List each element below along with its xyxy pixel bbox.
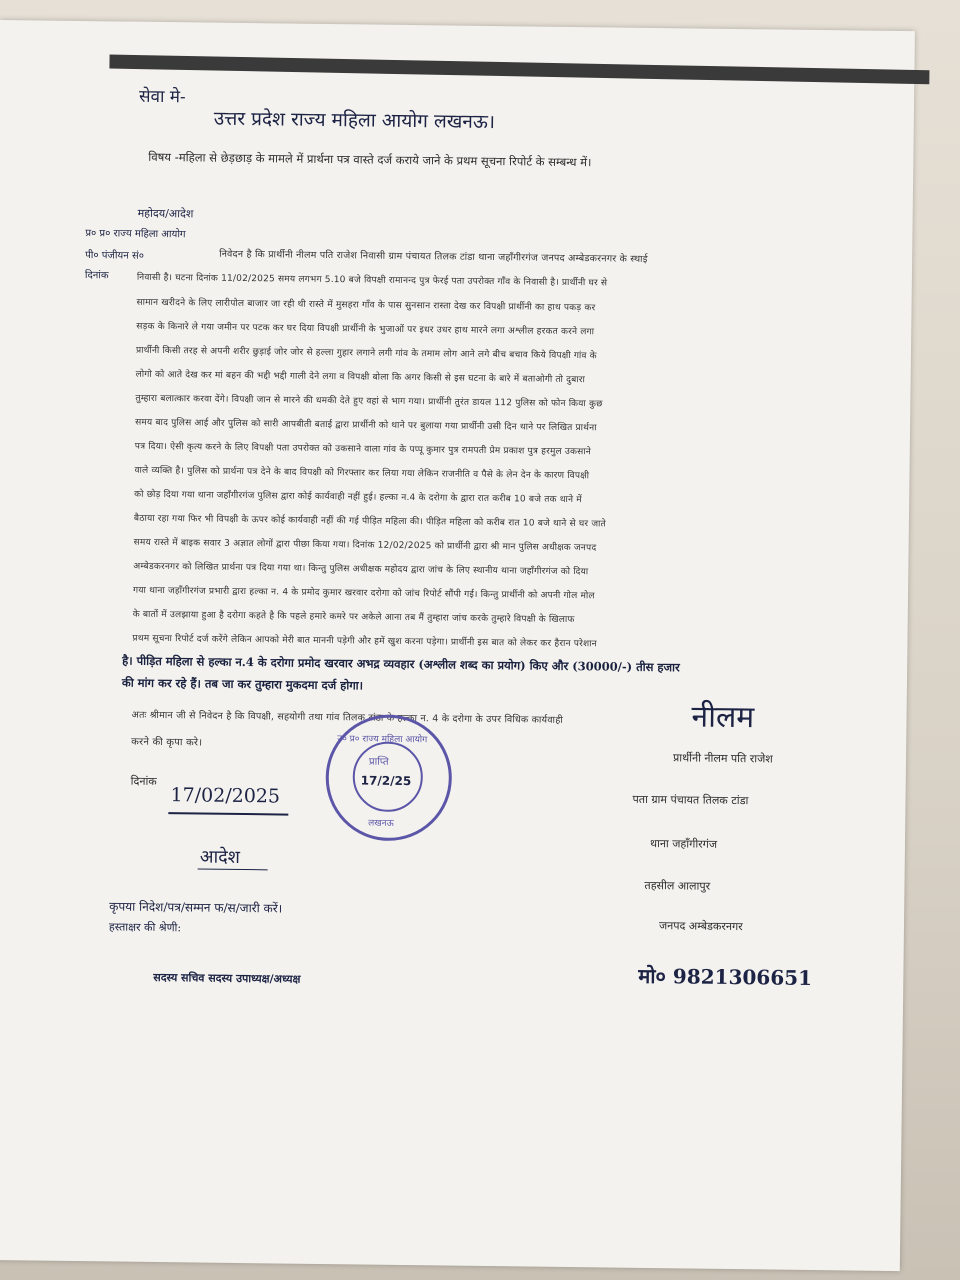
addressee: उत्तर प्रदेश राज्य महिला आयोग लखनऊ। <box>213 107 496 134</box>
subject-line: विषय -महिला से छेड़छाड़ के मामले में प्रार्थना पत्र वास्ते दर्ज कराये जाने के प्रथम सूचना रिपोर्ट के सम्बन्ध में। <box>148 149 592 170</box>
body-line: के बातों में उलझाया हुआ है दरोगा कहते है कि पहले हमारे कमरे पर अकेले आना तब मैं तुम्हारा जांच करके तुम्हारे विपक्षी के खिलाफ <box>132 609 575 626</box>
applicant-tehsil: तहसील आलापुर <box>644 878 711 893</box>
stamp-center-text: प्राप्ति <box>368 756 389 768</box>
body-line: समय बाद पुलिस आई और पुलिस को सारी आपबीती बताई द्वारा प्रार्थीनी को थाने पर बुलाया गया प्रार्थीनी उसी दिन थाने पर लिखित प्रार्थना <box>135 417 597 434</box>
body-line: समय रास्ते में बाइक सवार 3 अज्ञात लोगों द्वारा पीछा किया गया। दिनांक 12/02/2025 को प्रार्थीनी द्वारा श्री मान पुलिस अधीक्षक जनपद <box>133 537 597 554</box>
margin-note-3: पी० पंजीयन सं० <box>85 250 145 262</box>
body-line: अम्बेडकरनगर को लिखित प्रार्थना पत्र दिया गया था। किन्तु पुलिस अधीक्षक महोदय द्वारा जांच के लिए स्थानीय थाना जहाँगीरगंज को दिया <box>133 561 589 578</box>
applicant-address: पता ग्राम पंचायत तिलक टांडा <box>632 792 749 808</box>
body-line: निवेदन है कि प्रार्थीनी नीलम पति राजेश निवासी ग्राम पंचायत तिलक टांडा थाना जहाँगीरगंज जनपद अम्बेडकरनगर के स्थाई <box>219 248 648 265</box>
applicant-mobile: मो० 9821306651 <box>638 963 813 990</box>
stamp-bottom-text: लखनऊ <box>368 818 394 829</box>
closing-line-2: करने की कृपा करे। <box>131 736 203 749</box>
order-line-1: कृपया निदेश/पत्र/सम्मन फ/स/जारी करें। <box>109 899 283 916</box>
applicant-district: जनपद अम्बेडकरनगर <box>658 919 743 934</box>
applicant-signature: नीलम <box>691 699 755 736</box>
applicant-name: प्रार्थीनी नीलम पति राजेश <box>672 751 773 766</box>
order-line-2: हस्ताक्षर की श्रेणी: <box>108 920 182 935</box>
body-line: प्रथम सूचना रिपोर्ट दर्ज करेंगे लेकिन आपको मेरी बात माननी पड़ेगी और हमें खुश करना पड़ेगा। प्रार्थीनी इस बात को लेकर कर हैरान परेशान <box>132 633 597 650</box>
body-line: सड़क के किनारे ले गया जमीन पर पटक कर घर दिया विपक्षी प्रार्थीनी के भुजाओं पर इधर उधर हाथ मारने लगा अश्लील हरकत करने लगा <box>136 321 595 338</box>
body-line: लोगो को आते देख कर मां बहन की भद्दी भद्दी गाली देने लगा व विपक्षी बोला कि अगर किसी से इस घटना के बारे में बताओगी तो दुबारा <box>135 369 586 386</box>
margin-note-2: प्र० प्र० राज्य महिला आयोग <box>85 228 186 241</box>
body-line: पत्र दिया। ऐसी कृत्य करने के लिए विपक्षी पता उपरोक्त को उकसाने वाला गांव के पप्पू कुमार पुत्र रामपती प्रेम प्रकाश पुत्र हरमुल उकसाने <box>134 441 592 458</box>
order-title-underline <box>198 868 268 870</box>
date-underline <box>168 812 288 815</box>
body-line: बैठाया रहा गया फिर भी विपक्षी के ऊपर कोई कार्यवाही नहीं की गई पीड़ित महिला की। पीड़ित महिला को करीब रात 10 बजे थाने से घर जाते <box>133 513 606 530</box>
handwritten-insert-line-1: है। पीड़ित महिला से हल्का न.4 के दरोगा प्रमोद खरवार अभद्र व्यवहार (अश्लील शब्द का प्रयोग) किए और (30000/-) तीस हजार <box>122 653 680 675</box>
margin-note-4: दिनांक <box>84 270 109 282</box>
stamp-inner-ring <box>352 741 423 812</box>
margin-note-1: महोदय/आदेश <box>137 206 194 221</box>
body-line: सामान खरीदने के लिए लारीपोल बाजार जा रही थी रास्ते में मुसहरा गाँव के पास सुनसान रास्ता देख कर विपक्षी प्रार्थीनी का हाथ पकड़ कर <box>136 297 596 314</box>
order-line-3: सदस्य सचिव सदस्य उपाध्यक्ष/अध्यक्ष <box>153 970 301 986</box>
complaint-document <box>0 20 915 1271</box>
body-line: को छोड़ दिया गया थाना जहाँगीरगंज पुलिस द्वारा कोई कार्यवाही नहीं हुई। हल्का न.4 के दरोगा के द्वारा रात करीब 10 बजे तक थाने में <box>134 489 582 506</box>
order-title: आदेश <box>199 846 241 868</box>
body-line: तुम्हारा बलात्कार करवा देंगे। विपक्षी जान से मारने की धमकी देते हुए वहां से भाग गया। प्रार्थीनी तुरंत डायल 112 पुलिस को फोन किया कुछ <box>135 393 603 410</box>
handwritten-insert-line-2: की मांग कर रहे हैं। तब जा कर तुम्हारा मुकदमा दर्ज होगा। <box>121 675 364 693</box>
date-label: दिनांक <box>130 774 157 788</box>
photocopy-edge-band <box>109 54 929 84</box>
stamp-signature: 17/2/25 <box>360 773 412 789</box>
date-value: 17/02/2025 <box>170 784 281 808</box>
applicant-police-station: थाना जहाँगीरगंज <box>649 837 718 851</box>
closing-line-1: अतः श्रीमान जी से निवेदन है कि विपक्षी, सहयोगी तथा गांव तिलक टांडा के हल्का न. 4 के दरोगा के उपर विधिक कार्यवाही <box>131 709 564 726</box>
body-line: निवासी है। घटना दिनांक 11/02/2025 समय लगभग 5.10 बजे विपक्षी रामानन्द पुत्र फेरई पता उपरोक्त गाँव के निवासी है। प्रार्थीनी घर से <box>136 272 608 289</box>
body-line: वाले व्यक्ति है। पुलिस को प्रार्थना पत्र देने के बाद विपक्षी को गिरफ्तार कर लिया गया लेकिन राजनीति व पैसे के लेन देन के कारण विपक्षी <box>134 465 590 482</box>
body-line: गया थाना जहाँगीरगंज प्रभारी द्वारा हल्का न. 4 के प्रमोद कुमार खरवार दरोगा को जांच रिपोर्ट सौंपी गई। किन्तु प्रार्थीनी को अपनी गोल मोल <box>132 585 595 602</box>
salutation: सेवा मे- <box>138 86 186 108</box>
stamp-outer-text: उ० प्र० राज्य महिला आयोग <box>337 734 428 746</box>
commission-receipt-stamp <box>325 714 453 842</box>
body-line: प्रार्थीनी किसी तरह से अपनी शरीर छुड़ाई जोर जोर से हल्ला गुहार लगाने लगी गांव के तमाम लोग आने लगे बीच बचाव किये विपक्षी गांव के <box>135 345 597 362</box>
